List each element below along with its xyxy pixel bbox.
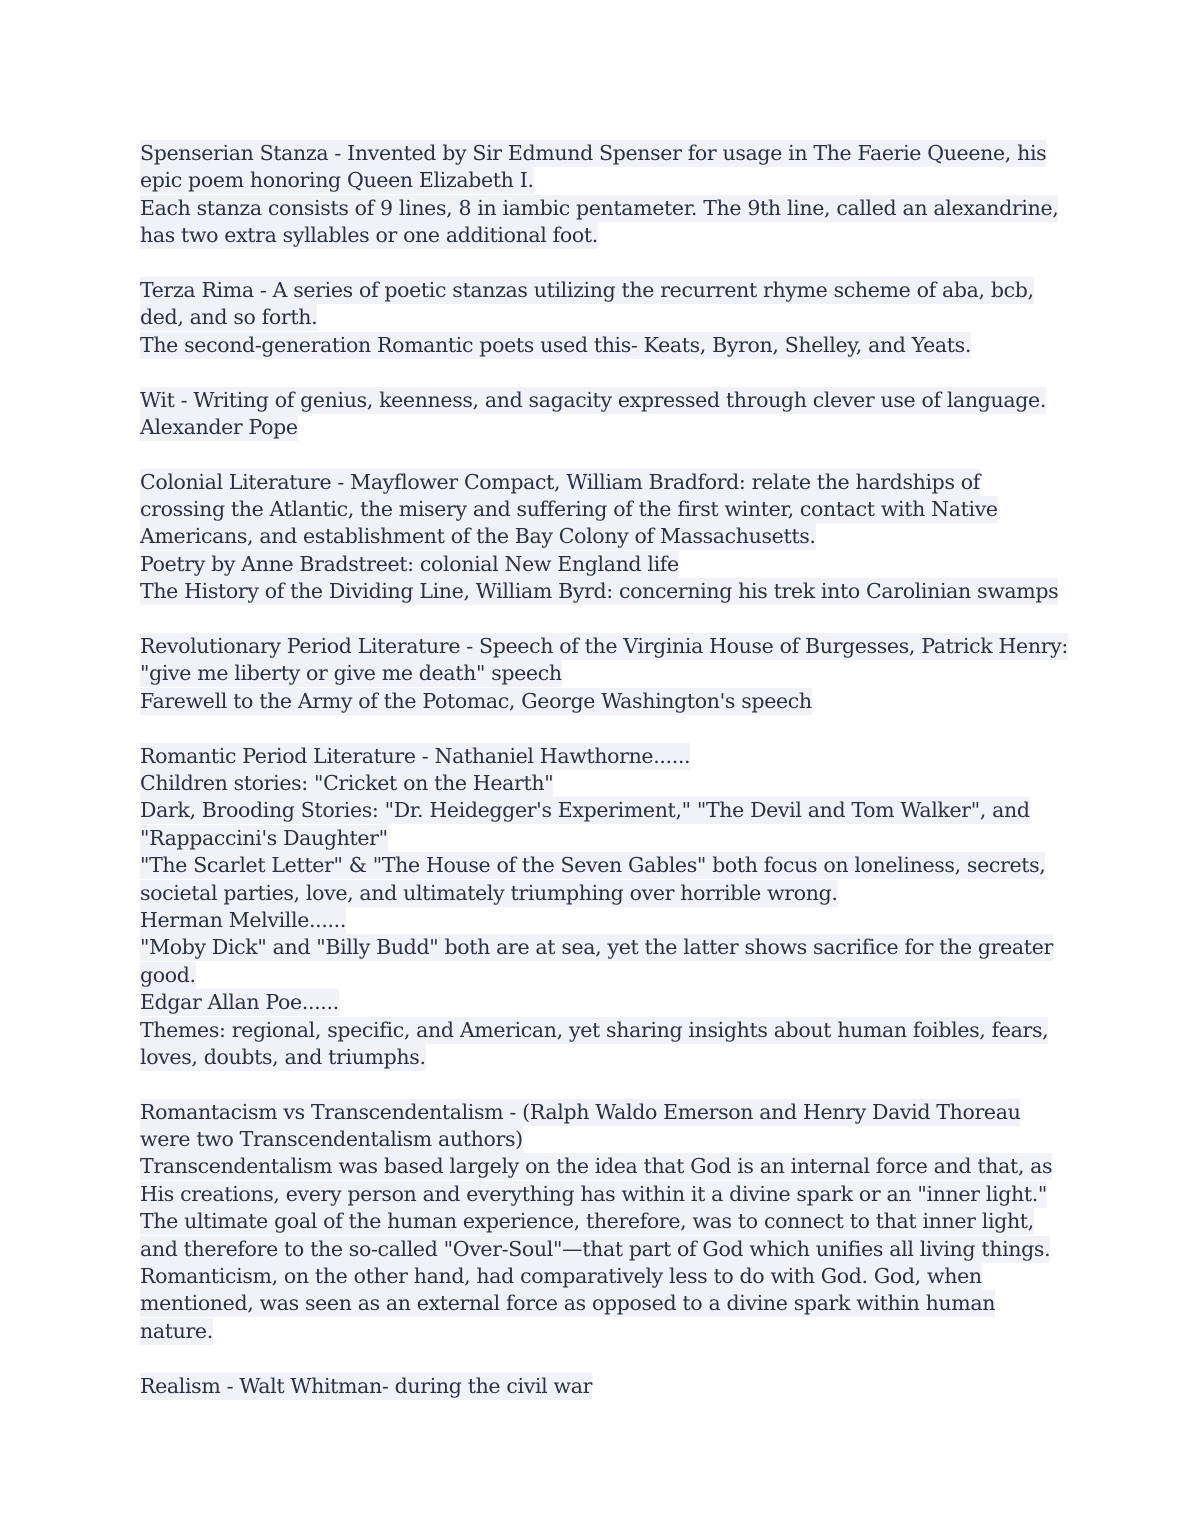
- text-line: has two extra syllables or one additional foot.: [140, 223, 598, 248]
- section-colonial-literature: [140, 469, 1059, 606]
- text-line: The History of the Dividing Line, William Byrd: concerning his trek into Carolinian swamps: [140, 579, 1059, 604]
- section-romantic-period: [140, 743, 1052, 1072]
- section-terza-rima: [140, 277, 1052, 359]
- text-line: Terza Rima - A series of poetic stanzas utilizing the recurrent rhyme scheme of aba, bcb,: [140, 277, 1034, 302]
- text-line: Farewell to the Army of the Potomac, George Washington's speech: [140, 688, 812, 713]
- text-line: Realism - Walt Whitman- during the civil war: [140, 1373, 593, 1398]
- text-line: Romantacism vs Transcendentalism - (Ralph Waldo Emerson and Henry David Thoreau: [140, 1099, 1021, 1124]
- text-line: The ultimate goal of the human experience, therefore, was to connect to that inner light,: [140, 1209, 1034, 1234]
- paragraph-spacer: [140, 1071, 1052, 1098]
- text-line: Children stories: "Cricket on the Hearth": [140, 770, 554, 795]
- text-line: good.: [140, 962, 196, 987]
- text-line: "give me liberty or give me death" speech: [140, 661, 562, 686]
- text-line: Romanticism, on the other hand, had comparatively less to do with God. God, when: [140, 1264, 982, 1289]
- section-romanticism-vs-transcendentalism: [140, 1099, 1052, 1346]
- paragraph-spacer: [140, 606, 1052, 633]
- text-line: Each stanza consists of 9 lines, 8 in iambic pentameter. The 9th line, called an alexandrine,: [140, 195, 1059, 220]
- section-revolutionary-period: [140, 633, 1068, 715]
- text-line: and therefore to the so-called "Over-Soul"—that part of God which unifies all living things.: [140, 1236, 1051, 1261]
- text-line: ded, and so forth.: [140, 305, 318, 330]
- text-line: Colonial Literature - Mayflower Compact, William Bradford: relate the hardships of: [140, 469, 981, 494]
- text-line: "Moby Dick" and "Billy Budd" both are at sea, yet the latter shows sacrifice for the greater: [140, 935, 1053, 960]
- text-line: Transcendentalism was based largely on the idea that God is an internal force and that, as: [140, 1154, 1053, 1179]
- text-line: societal parties, love, and ultimately triumphing over horrible wrong.: [140, 880, 838, 905]
- text-line: Alexander Pope: [140, 414, 298, 439]
- text-line: Themes: regional, specific, and American, yet sharing insights about human foibles, fears,: [140, 1017, 1049, 1042]
- text-line: loves, doubts, and triumphs.: [140, 1044, 426, 1069]
- text-line: nature.: [140, 1318, 213, 1343]
- text-line: "Rappaccini's Daughter": [140, 825, 388, 850]
- paragraph-spacer: [140, 715, 1052, 742]
- text-line: The second-generation Romantic poets used this- Keats, Byron, Shelley, and Yeats.: [140, 332, 972, 357]
- text-line: Poetry by Anne Bradstreet: colonial New England life: [140, 551, 679, 576]
- text-line: Herman Melville......: [140, 907, 346, 932]
- text-line: mentioned, was seen as an external force as opposed to a divine spark within human: [140, 1291, 996, 1316]
- text-line: were two Transcendentalism authors): [140, 1127, 523, 1152]
- section-realism: [140, 1373, 1052, 1400]
- text-line: His creations, every person and everything has within it a divine spark or an "inner light.": [140, 1181, 1047, 1206]
- text-line: Edgar Allan Poe......: [140, 990, 339, 1015]
- text-line: "The Scarlet Letter" & "The House of the Seven Gables" both focus on loneliness, secrets,: [140, 853, 1046, 878]
- text-line: epic poem honoring Queen Elizabeth I.: [140, 168, 534, 193]
- document-page: [140, 140, 1068, 1400]
- text-line: crossing the Atlantic, the misery and suffering of the first winter, contact with Native: [140, 497, 998, 522]
- paragraph-spacer: [140, 359, 1052, 386]
- text-line: Revolutionary Period Literature - Speech of the Virginia House of Burgesses, Patrick Henry:: [140, 634, 1068, 659]
- text-line: Dark, Brooding Stories: "Dr. Heidegger's Experiment," "The Devil and Tom Walker", and: [140, 798, 1030, 823]
- section-spenserian-stanza: [140, 140, 1059, 250]
- text-line: Wit - Writing of genius, keenness, and sagacity expressed through clever use of language.: [140, 387, 1046, 412]
- paragraph-spacer: [140, 441, 1052, 468]
- text-line: Americans, and establishment of the Bay Colony of Massachusetts.: [140, 524, 816, 549]
- section-wit: [140, 387, 1052, 442]
- text-line: Romantic Period Literature - Nathaniel Hawthorne......: [140, 743, 691, 768]
- text-line: Spenserian Stanza - Invented by Sir Edmund Spenser for usage in The Faerie Queene, his: [140, 141, 1047, 165]
- paragraph-spacer: [140, 250, 1052, 277]
- paragraph-spacer: [140, 1345, 1052, 1372]
